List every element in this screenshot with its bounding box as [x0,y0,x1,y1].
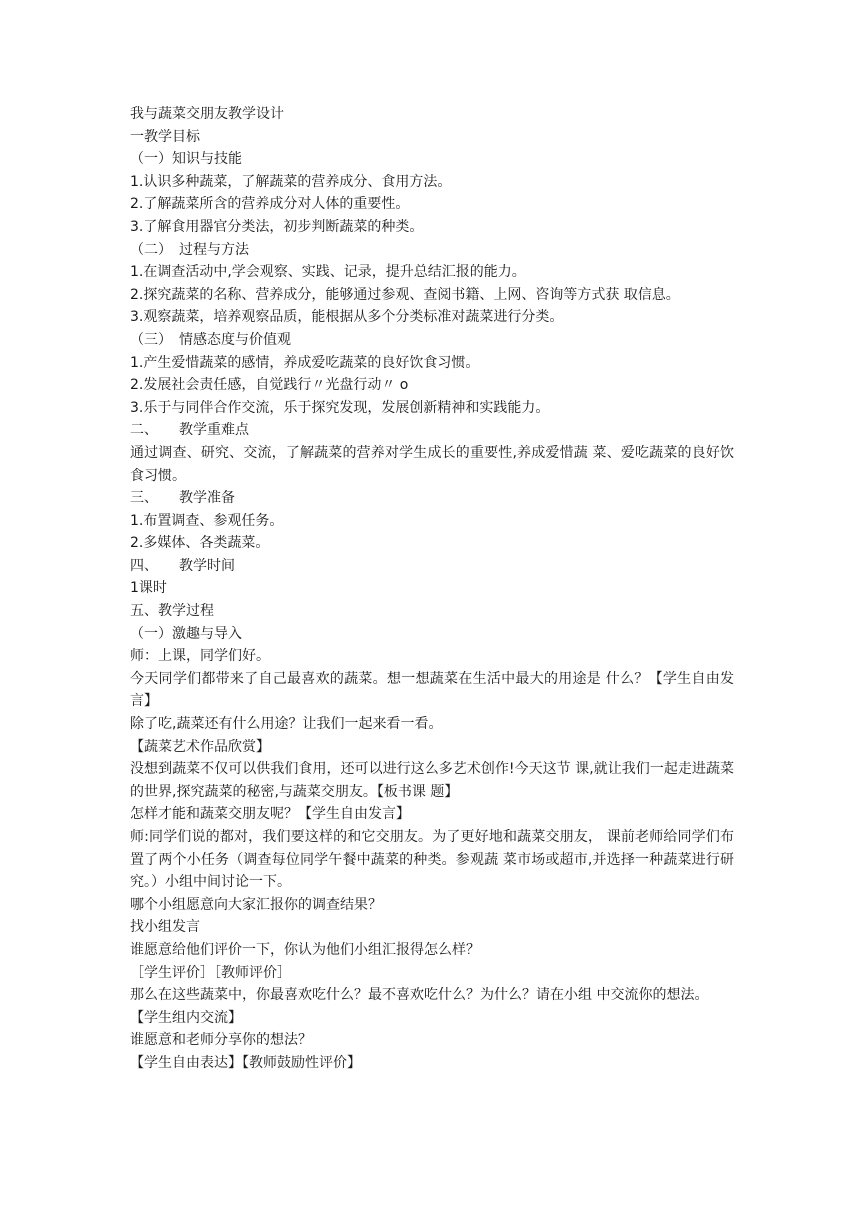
paragraph: 除了吃,蔬菜还有什么用途？让我们一起来看一看。 [130,716,443,733]
paragraph: 1.产生爱惜蔬菜的感情，养成爱吃蔬菜的良好饮食习惯。 [130,354,480,371]
paragraph: 谁愿意和老师分享你的想法？ [130,1032,312,1049]
paragraph: 谁愿意给他们评价一下，你认为他们小组汇报得怎么样？ [130,941,480,958]
section-heading: 五、教学过程 [130,603,214,620]
subsection-heading: （一）激趣与导入 [130,625,242,642]
subsection-heading: （二） 过程与方法 [130,241,249,258]
document-title: 我与蔬菜交朋友教学设计 [130,106,284,122]
paragraph: 怎样才能和蔬菜交朋友呢？【学生自由发言】 [130,806,410,823]
paragraph: 3.观察蔬菜，培养观察品质，能根据从多个分类标准对蔬菜进行分类。 [130,309,564,326]
paragraph: 师：上课，同学们好。 [130,648,270,665]
paragraph: 2.发展社会责任感，自觉践行〃光盘行动〃 o [130,377,409,394]
paragraph: 通过调查、研究、交流，了解蔬菜的营养对学生成长的重要性,养成爱惜蔬 菜、爱吃蔬菜的良好饮食习惯。 [130,444,734,484]
subsection-heading: （三） 情感态度与价值观 [130,331,291,348]
bracket-note: ［学生评价］［教师评价］ [130,964,291,981]
paragraph: 3.了解食用器官分类法，初步判断蔬菜的种类。 [130,218,424,235]
section-heading: 四、 教学时间 [130,557,235,574]
paragraph: 1.在调查活动中,学会观察、实践、记录，提升总结汇报的能力。 [130,264,526,281]
paragraph: 今天同学们都带来了自己最喜欢的蔬菜。想一想蔬菜在生活中最大的用途是 什么？【学生自由发言】 [130,670,734,710]
paragraph: 3.乐于与同伴合作交流，乐于探究发现，发展创新精神和实践能力。 [130,399,550,416]
paragraph: 那么在这些蔬菜中，你最喜欢吃什么？最不喜欢吃什么？为什么？请在小组 中交流你的想法。 [130,987,709,1004]
paragraph: 找小组发言 [130,919,200,936]
paragraph: 1课时 [130,580,167,597]
document-page [130,103,734,1075]
paragraph: 师:同学们说的都对，我们要这样的和它交朋友。为了更好地和蔬菜交朋友， 课前老师给同学们布置了两个小任务（调查每位同学午餐中蔬菜的种类。参观蔬 菜市场或超市,并选择一种蔬菜进行研究。）小组中间讨论一下。 [130,829,734,891]
paragraph: 1.布置调查、参观任务。 [130,512,284,529]
paragraph: 2.多媒体、各类蔬菜。 [130,535,270,552]
bracket-note: 【学生自由表达】【教师鼓励性评价】 [130,1054,361,1071]
bracket-note: 【蔬菜艺术作品欣赏】 [130,738,270,755]
paragraph: 2.探究蔬菜的名称、营养成分，能够通过参观、查阅书籍、上网、咨询等方式获 取信息。 [130,286,680,303]
section-heading: 二、 教学重难点 [130,422,249,439]
subsection-heading: （一）知识与技能 [130,151,242,168]
paragraph: 哪个小组愿意向大家汇报你的调查结果？ [130,896,382,913]
section-heading: 三、 教学准备 [130,490,235,507]
paragraph: 没想到蔬菜不仅可以供我们食用，还可以进行这么多艺术创作!今天这节 课,就让我们一起走进蔬菜的世界,探究蔬菜的秘密,与蔬菜交朋友。【板书课 题】 [130,761,734,800]
section-heading: 一教学目标 [130,128,200,145]
paragraph: 1.认识多种蔬菜，了解蔬菜的营养成分、食用方法。 [130,173,452,190]
bracket-note: 【学生组内交流】 [130,1009,242,1026]
paragraph: 2.了解蔬菜所含的营养成分对人体的重要性。 [130,196,410,213]
